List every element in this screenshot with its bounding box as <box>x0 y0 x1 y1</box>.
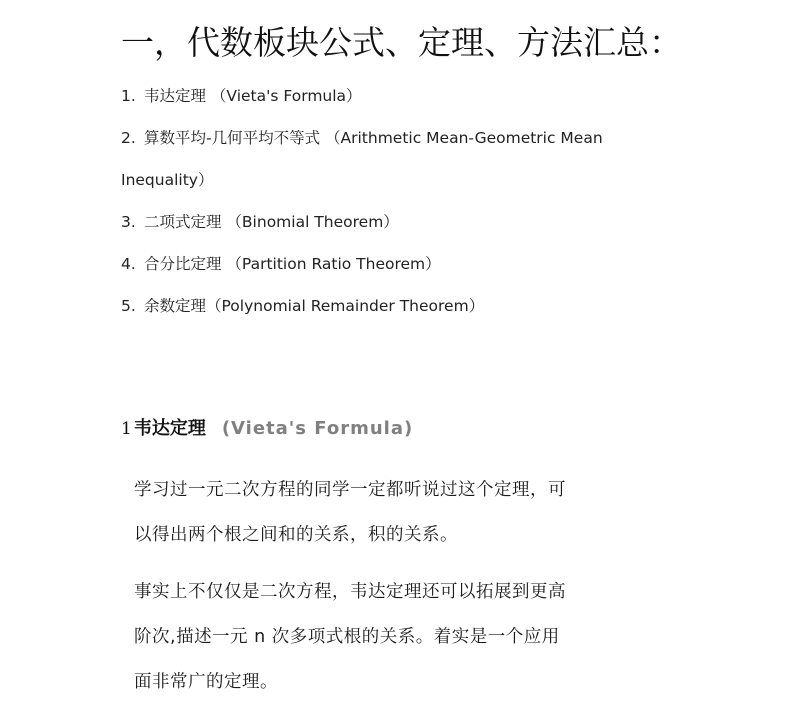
paragraph-line: 阶次,描述一元 n 次多项式根的关系。着实是一个应用 <box>134 627 560 647</box>
paragraph <box>134 468 674 558</box>
toc-item-text-continued: Inequality） <box>121 171 214 189</box>
section-number: 1 <box>121 419 132 439</box>
paragraph <box>134 570 674 705</box>
toc-item-text: 韦达定理 （Vieta's Formula） <box>144 87 362 105</box>
section-subtitle: (Vieta's Formula) <box>221 418 414 439</box>
toc-item-text: 余数定理（Polynomial Remainder Theorem） <box>144 297 485 315</box>
toc-item-number: 2. <box>121 129 136 147</box>
paragraph-line: 事实上不仅仅是二次方程，韦达定理还可以拓展到更高 <box>134 582 566 602</box>
paragraph-line: 面非常广的定理。 <box>134 672 278 692</box>
toc-item-text: 算数平均-几何平均不等式 （Arithmetic Mean-Geometric Mean <box>144 129 603 147</box>
toc-item-number: 3. <box>121 213 136 231</box>
toc-item-text: 二项式定理 （Binomial Theorem） <box>144 213 399 231</box>
toc-item-number: 4. <box>121 255 136 273</box>
paragraph-line: 以得出两个根之间和的关系，积的关系。 <box>134 525 458 545</box>
paragraph-line: 学习过一元二次方程的同学一定都听说过这个定理，可 <box>134 480 566 500</box>
toc-item <box>121 124 681 166</box>
toc-item-text: 合分比定理 （Partition Ratio Theorem） <box>144 255 441 273</box>
toc-item-number: 5. <box>121 297 136 315</box>
toc-item <box>121 208 681 250</box>
toc-item <box>121 250 681 292</box>
toc-item <box>121 82 681 124</box>
section-heading <box>121 412 413 446</box>
toc-item-number: 1. <box>121 87 136 105</box>
toc-item-continuation <box>121 166 681 208</box>
section-title: 韦达定理 <box>133 418 206 439</box>
table-of-contents <box>121 82 681 334</box>
toc-item <box>121 292 681 334</box>
page-title: 一，代数板块公式、定理、方法汇总： <box>121 23 682 62</box>
